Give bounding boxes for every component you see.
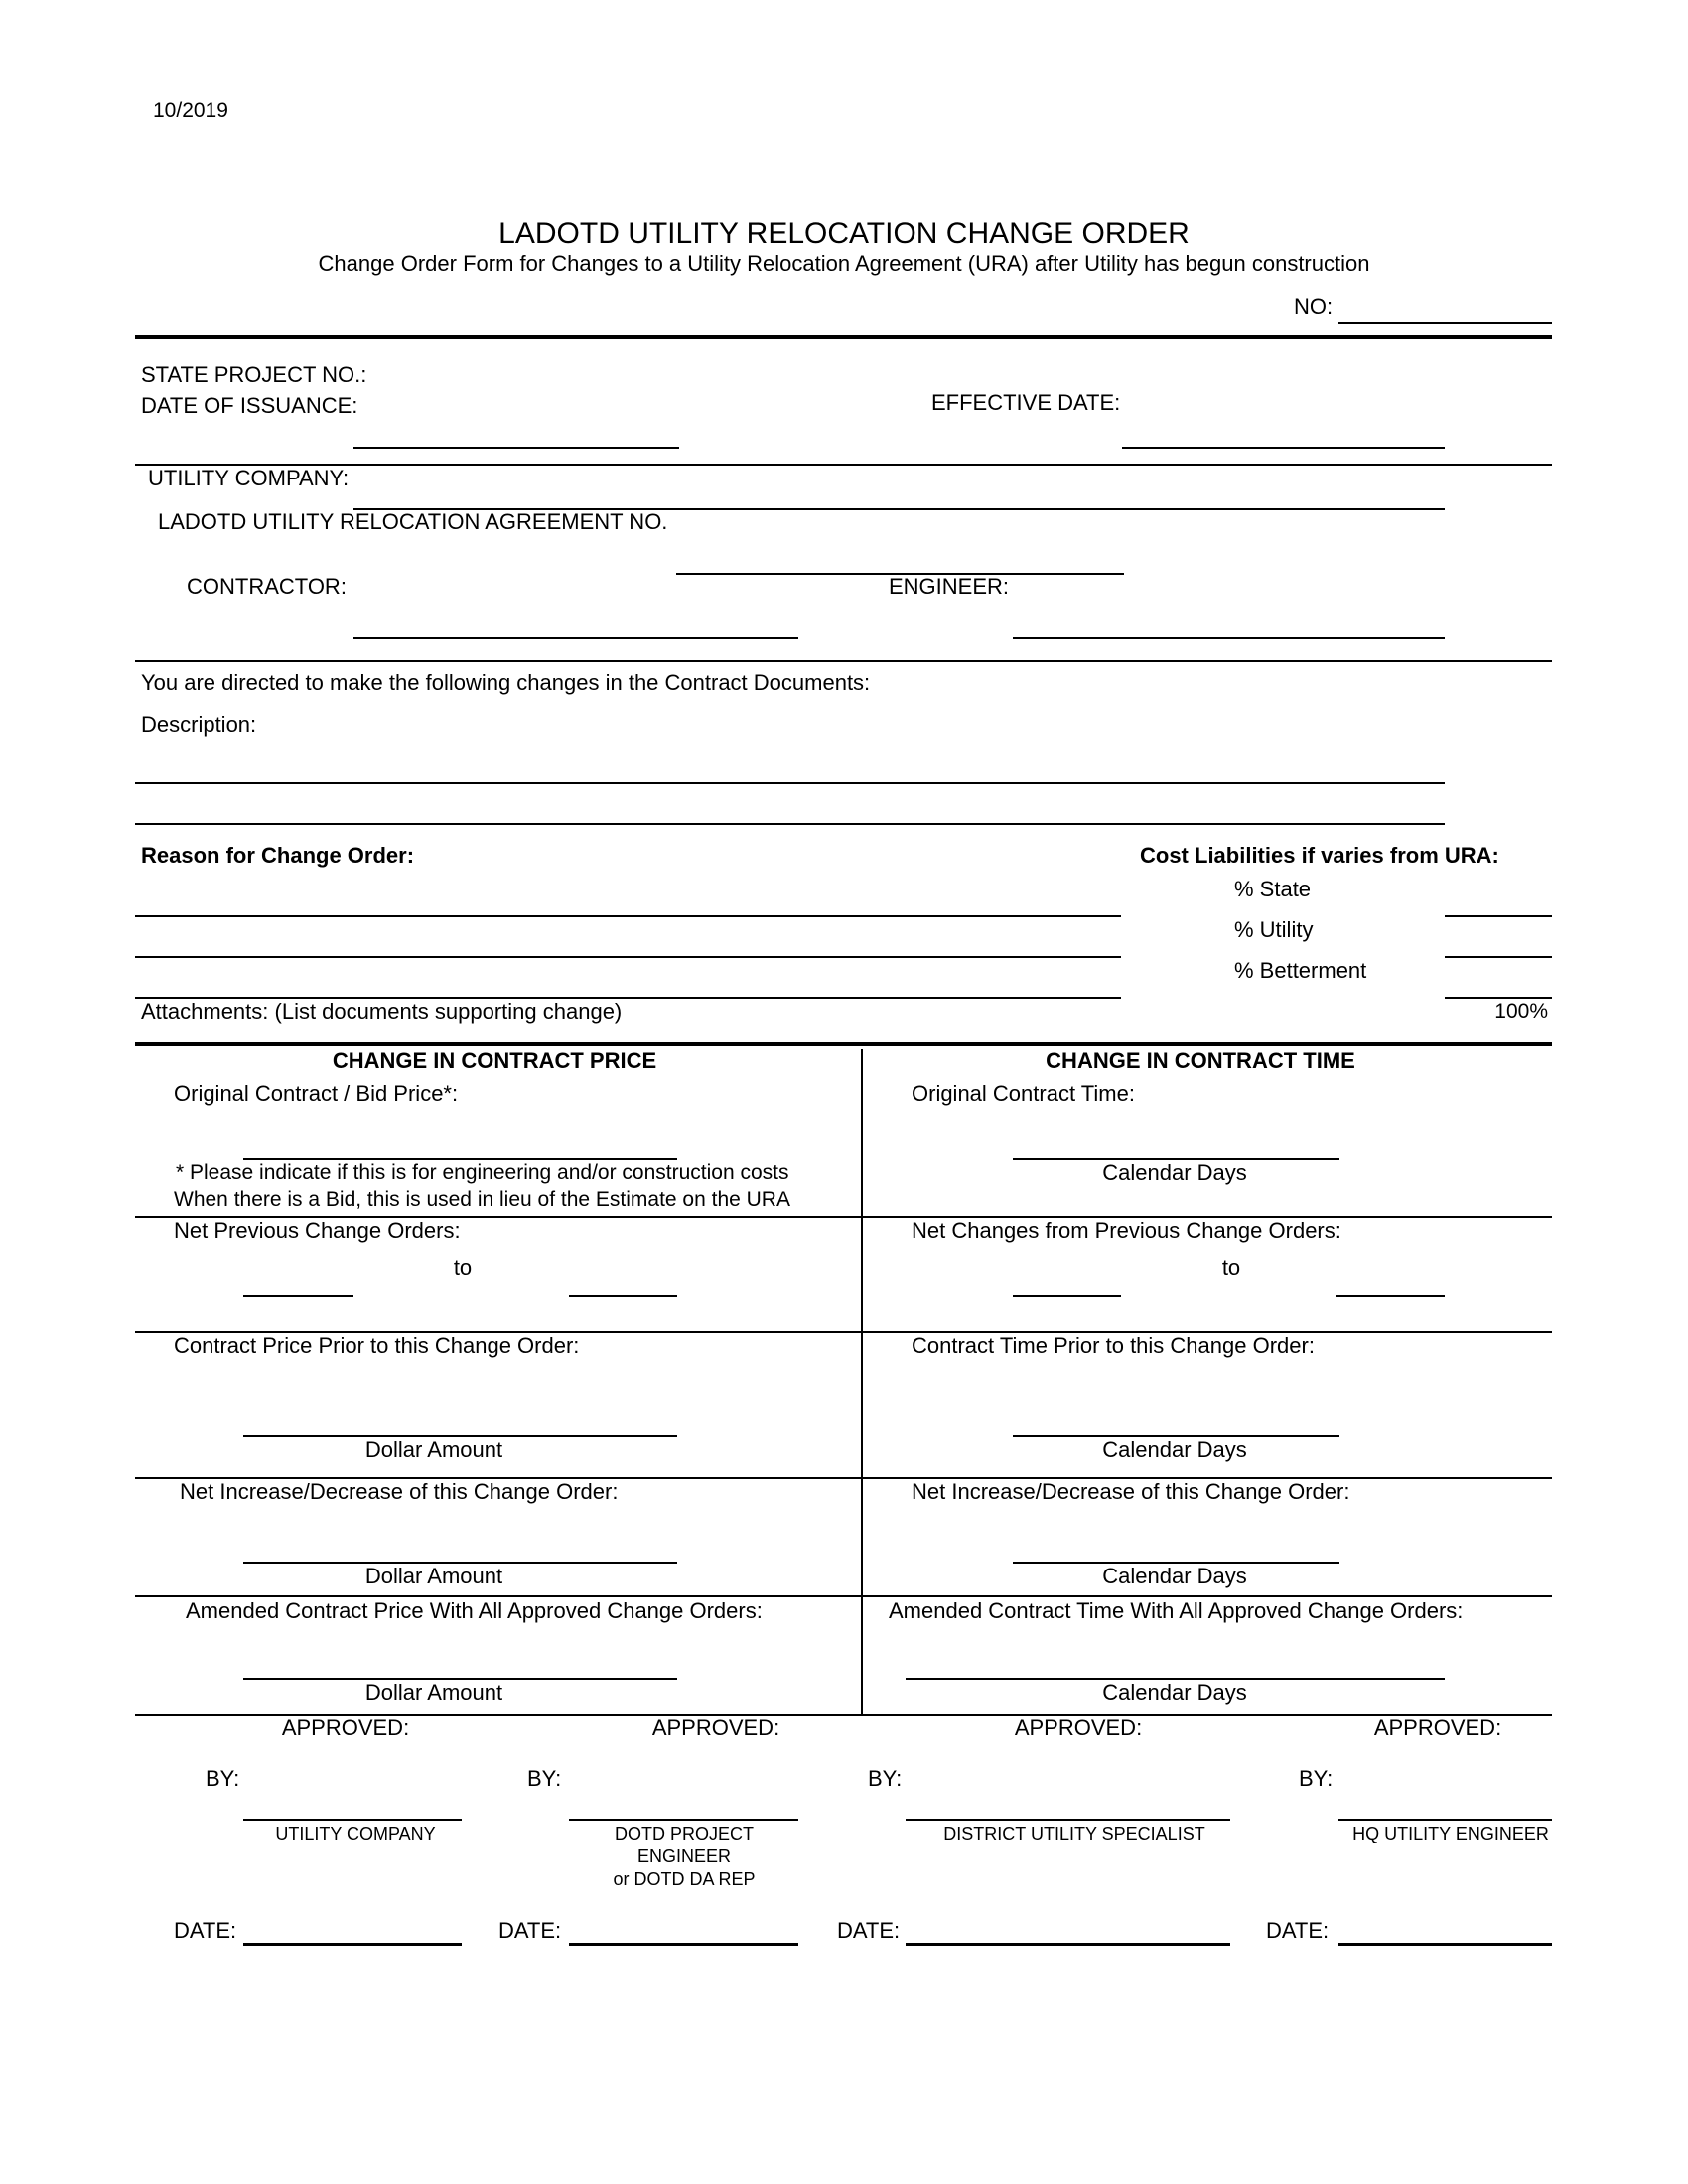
approval-1-date-label: DATE: [174, 1918, 237, 1943]
price-net-increase-unit: Dollar Amount [364, 1564, 503, 1588]
approval-3-date-label: DATE: [837, 1918, 901, 1943]
time-net-increase-unit: Calendar Days [1102, 1564, 1247, 1588]
date-of-issuance-field[interactable] [353, 447, 679, 449]
agreement-no-label: LADOTD UTILITY RELOCATION AGREEMENT NO. [158, 509, 668, 534]
price-net-increase-label: Net Increase/Decrease of this Change Order: [180, 1479, 619, 1504]
approval-1-approved: APPROVED: [281, 1715, 410, 1740]
time-amended-label: Amended Contract Time With All Approved Change Orders: [889, 1598, 1464, 1623]
approval-1-date-field[interactable] [243, 1943, 462, 1946]
time-prior-label: Contract Time Prior to this Change Order: [912, 1333, 1315, 1358]
engineer-label: ENGINEER: [889, 574, 1010, 599]
effective-date-label: EFFECTIVE DATE: [931, 390, 1121, 415]
approval-1-role: UTILITY COMPANY [275, 1824, 436, 1843]
net-previous-label: Net Previous Change Orders: [174, 1218, 461, 1243]
approval-2-role-line-2: ENGINEER [636, 1846, 732, 1866]
header-divider [135, 335, 1552, 339]
approval-4-approved: APPROVED: [1373, 1715, 1502, 1740]
net-previous-to-field[interactable] [569, 1295, 677, 1297]
approval-2-role-line-1: DOTD PROJECT [614, 1824, 755, 1843]
price-prior-label: Contract Price Prior to this Change Order: [174, 1333, 580, 1358]
row-divider [135, 1595, 1552, 1597]
pct-state-label: % State [1234, 877, 1312, 901]
net-changes-from-field[interactable] [1013, 1295, 1121, 1297]
no-field[interactable] [1338, 322, 1552, 324]
section-divider [135, 660, 1552, 662]
time-net-increase-label: Net Increase/Decrease of this Change Order: [912, 1479, 1350, 1504]
price-note-line-2: When there is a Bid, this is used in lieu of the Estimate on the URA [174, 1188, 790, 1211]
form-revision-date: 10/2019 [153, 99, 228, 122]
description-label: Description: [141, 712, 257, 737]
approval-4-signature-field[interactable] [1338, 1819, 1552, 1821]
table-center-divider [861, 1049, 863, 1714]
form-title: LADOTD UTILITY RELOCATION CHANGE ORDER [498, 217, 1190, 250]
attachments-label: Attachments: (List documents supporting change) [141, 999, 623, 1024]
price-note-line-1: * Please indicate if this is for engineering and/or construction costs [176, 1161, 789, 1184]
pct-state-field[interactable] [1445, 915, 1552, 917]
table-top-border [135, 1042, 1552, 1046]
approval-2-date-label: DATE: [498, 1918, 562, 1943]
no-label: NO: [1294, 294, 1334, 319]
price-amended-unit: Dollar Amount [364, 1680, 503, 1705]
pct-betterment-field[interactable] [1445, 997, 1552, 999]
approval-3-role: DISTRICT UTILITY SPECIALIST [943, 1824, 1205, 1843]
reason-line-1[interactable] [135, 915, 1121, 917]
engineer-field[interactable] [1013, 637, 1445, 639]
approval-4-role: HQ UTILITY ENGINEER [1352, 1824, 1549, 1843]
price-amended-label: Amended Contract Price With All Approved Change Orders: [186, 1598, 763, 1623]
utility-company-label: UTILITY COMPANY: [148, 466, 350, 490]
description-line-1[interactable] [135, 782, 1445, 784]
directive-text: You are directed to make the following changes in the Contract Documents: [141, 670, 871, 695]
approval-4-date-field[interactable] [1338, 1943, 1552, 1946]
pct-utility-label: % Utility [1234, 917, 1314, 942]
time-prior-unit: Calendar Days [1102, 1437, 1247, 1462]
form-subtitle: Change Order Form for Changes to a Utility Relocation Agreement (URA) after Utility has begun construction [318, 251, 1370, 276]
cost-liabilities-label: Cost Liabilities if varies from URA: [1140, 843, 1499, 868]
price-heading: CHANGE IN CONTRACT PRICE [332, 1048, 657, 1073]
description-line-2[interactable] [135, 823, 1445, 825]
date-of-issuance-label: DATE OF ISSUANCE: [141, 393, 358, 418]
approval-2-role-line-3: or DOTD DA REP [613, 1869, 756, 1889]
contractor-label: CONTRACTOR: [187, 574, 347, 599]
original-time-unit: Calendar Days [1102, 1160, 1247, 1185]
time-to-label: to [1221, 1255, 1241, 1280]
approval-1-signature-field[interactable] [243, 1819, 462, 1821]
pct-betterment-label: % Betterment [1234, 958, 1367, 983]
original-time-label: Original Contract Time: [912, 1081, 1135, 1106]
net-previous-from-field[interactable] [243, 1295, 353, 1297]
approval-2-signature-field[interactable] [569, 1819, 798, 1821]
original-price-field[interactable] [243, 1158, 677, 1160]
approval-1-by-label: BY: [206, 1766, 240, 1791]
price-prior-unit: Dollar Amount [364, 1437, 503, 1462]
net-changes-to-field[interactable] [1336, 1295, 1445, 1297]
approval-3-signature-field[interactable] [906, 1819, 1230, 1821]
approval-2-by-label: BY: [527, 1766, 562, 1791]
pct-total: 100% [1494, 1000, 1548, 1023]
approval-4-date-label: DATE: [1266, 1918, 1330, 1943]
approval-3-by-label: BY: [868, 1766, 903, 1791]
net-changes-label: Net Changes from Previous Change Orders: [912, 1218, 1341, 1243]
reason-line-2[interactable] [135, 956, 1121, 958]
state-project-label: STATE PROJECT NO.: [141, 362, 367, 387]
original-time-field[interactable] [1013, 1158, 1339, 1160]
contractor-field[interactable] [353, 637, 798, 639]
price-to-label: to [453, 1255, 473, 1280]
original-price-label: Original Contract / Bid Price*: [174, 1081, 459, 1106]
pct-utility-field[interactable] [1445, 956, 1552, 958]
approval-2-date-field[interactable] [569, 1943, 798, 1946]
approval-3-date-field[interactable] [906, 1943, 1230, 1946]
time-heading: CHANGE IN CONTRACT TIME [1046, 1048, 1355, 1073]
approval-3-approved: APPROVED: [1014, 1715, 1143, 1740]
effective-date-field[interactable] [1122, 447, 1445, 449]
reason-label: Reason for Change Order: [141, 843, 415, 868]
approval-4-by-label: BY: [1299, 1766, 1334, 1791]
time-amended-unit: Calendar Days [1102, 1680, 1247, 1705]
approval-2-approved: APPROVED: [651, 1715, 780, 1740]
